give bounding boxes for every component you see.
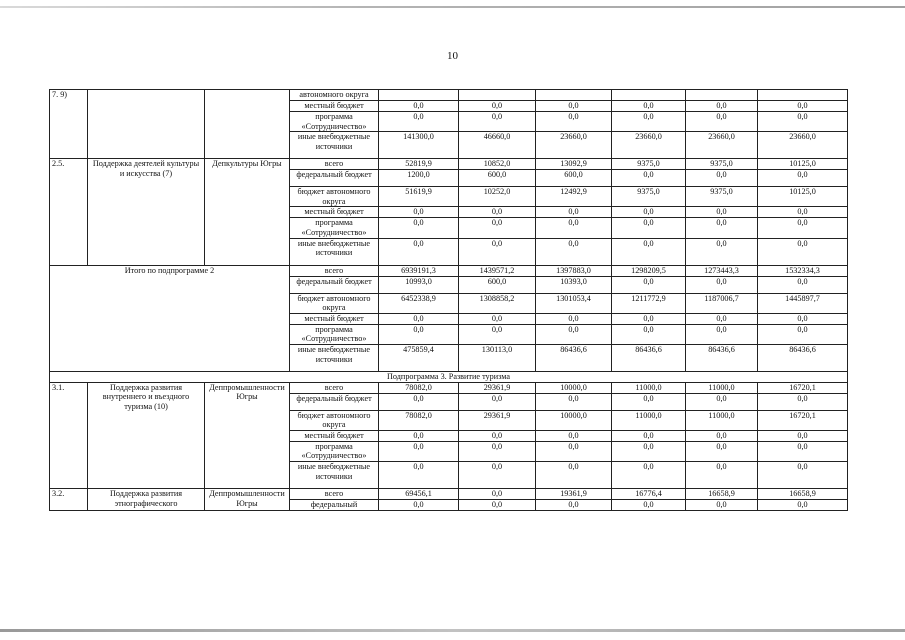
- value-cell: 69456,1: [379, 488, 459, 499]
- value-cell: 16720,1: [758, 382, 848, 393]
- value-cell: 475859,4: [379, 344, 459, 371]
- budget-table: [49, 89, 848, 511]
- value-cell: 600,0: [536, 170, 612, 187]
- value-cell: 0,0: [459, 324, 536, 344]
- value-cell: [459, 90, 536, 101]
- value-cell: 9375,0: [612, 159, 686, 170]
- subprogram-title: Подпрограмма 3. Развитие туризма: [50, 371, 848, 382]
- value-cell: 0,0: [686, 324, 758, 344]
- value-cell: 0,0: [379, 441, 459, 461]
- value-cell: 0,0: [536, 393, 612, 410]
- item-responsible: Депкультуры Югры: [205, 159, 290, 265]
- value-cell: 1397883,0: [536, 265, 612, 276]
- value-cell: 0,0: [758, 441, 848, 461]
- value-cell: 0,0: [758, 101, 848, 112]
- funding-source: программа «Сотрудничество»: [290, 112, 379, 132]
- value-cell: 130113,0: [459, 344, 536, 371]
- value-cell: 6939191,3: [379, 265, 459, 276]
- value-cell: 16720,1: [758, 410, 848, 430]
- funding-source: бюджет автономного округа: [290, 187, 379, 207]
- value-cell: 0,0: [758, 112, 848, 132]
- value-cell: 141300,0: [379, 132, 459, 159]
- value-cell: 0,0: [459, 207, 536, 218]
- value-cell: 10393,0: [536, 276, 612, 293]
- value-cell: 0,0: [379, 218, 459, 238]
- value-cell: 0,0: [459, 313, 536, 324]
- value-cell: 10125,0: [758, 187, 848, 207]
- value-cell: 10125,0: [758, 159, 848, 170]
- value-cell: 0,0: [536, 430, 612, 441]
- table-row: [50, 90, 848, 101]
- funding-source: всего: [290, 488, 379, 499]
- funding-source: федеральный: [290, 499, 379, 510]
- value-cell: 0,0: [686, 101, 758, 112]
- value-cell: 0,0: [459, 112, 536, 132]
- value-cell: 11000,0: [686, 382, 758, 393]
- value-cell: 19361,9: [536, 488, 612, 499]
- scan-edge-bottom: [0, 629, 905, 632]
- value-cell: 0,0: [686, 461, 758, 488]
- value-cell: 13092,9: [536, 159, 612, 170]
- value-cell: 6452338,9: [379, 293, 459, 313]
- value-cell: 0,0: [612, 112, 686, 132]
- value-cell: 0,0: [612, 170, 686, 187]
- value-cell: 0,0: [612, 207, 686, 218]
- funding-source: местный бюджет: [290, 313, 379, 324]
- value-cell: 0,0: [686, 170, 758, 187]
- value-cell: 0,0: [536, 238, 612, 265]
- value-cell: 1187006,7: [686, 293, 758, 313]
- value-cell: [612, 90, 686, 101]
- funding-source: федеральный бюджет: [290, 276, 379, 293]
- value-cell: 1200,0: [379, 170, 459, 187]
- value-cell: 86436,6: [758, 344, 848, 371]
- value-cell: 0,0: [536, 313, 612, 324]
- value-cell: 0,0: [459, 393, 536, 410]
- value-cell: 0,0: [758, 313, 848, 324]
- value-cell: 16776,4: [612, 488, 686, 499]
- value-cell: 0,0: [686, 238, 758, 265]
- item-name: Поддержка развития внутреннего и въездного туризма (10): [88, 382, 205, 488]
- funding-source: иные внебюджетные источники: [290, 132, 379, 159]
- value-cell: 0,0: [758, 218, 848, 238]
- value-cell: 0,0: [536, 441, 612, 461]
- value-cell: 1273443,3: [686, 265, 758, 276]
- value-cell: 0,0: [758, 207, 848, 218]
- value-cell: 1532334,3: [758, 265, 848, 276]
- funding-source: федеральный бюджет: [290, 393, 379, 410]
- funding-source: программа «Сотрудничество»: [290, 324, 379, 344]
- funding-source: всего: [290, 159, 379, 170]
- value-cell: 29361,9: [459, 382, 536, 393]
- value-cell: 0,0: [758, 324, 848, 344]
- value-cell: 0,0: [686, 441, 758, 461]
- value-cell: 0,0: [459, 461, 536, 488]
- value-cell: 0,0: [612, 313, 686, 324]
- value-cell: 46660,0: [459, 132, 536, 159]
- value-cell: 9375,0: [612, 187, 686, 207]
- value-cell: 0,0: [612, 430, 686, 441]
- value-cell: 0,0: [379, 101, 459, 112]
- value-cell: 0,0: [459, 488, 536, 499]
- value-cell: 16658,9: [758, 488, 848, 499]
- value-cell: [536, 90, 612, 101]
- value-cell: 0,0: [612, 461, 686, 488]
- item-number: 3.1.: [50, 382, 88, 488]
- item-responsible: Деппромышленности Югры: [205, 382, 290, 488]
- value-cell: 0,0: [686, 207, 758, 218]
- value-cell: 0,0: [612, 276, 686, 293]
- table-row: [50, 382, 848, 393]
- funding-source: программа «Сотрудничество»: [290, 218, 379, 238]
- value-cell: 0,0: [612, 324, 686, 344]
- value-cell: 23660,0: [612, 132, 686, 159]
- funding-source: автономного округа: [290, 90, 379, 101]
- funding-source: иные внебюджетные источники: [290, 238, 379, 265]
- value-cell: 600,0: [459, 170, 536, 187]
- value-cell: 10000,0: [536, 410, 612, 430]
- value-cell: 0,0: [758, 276, 848, 293]
- page-number: 10: [447, 50, 458, 62]
- table-row: [50, 265, 848, 276]
- value-cell: 11000,0: [612, 410, 686, 430]
- value-cell: 0,0: [379, 207, 459, 218]
- value-cell: 0,0: [686, 499, 758, 510]
- item-number: 3.2.: [50, 488, 88, 510]
- table-row: [50, 371, 848, 382]
- value-cell: 0,0: [758, 238, 848, 265]
- value-cell: 0,0: [686, 313, 758, 324]
- funding-source: всего: [290, 265, 379, 276]
- value-cell: 0,0: [536, 324, 612, 344]
- value-cell: 10993,0: [379, 276, 459, 293]
- value-cell: 86436,6: [536, 344, 612, 371]
- item-name: Поддержка развития этнографического: [88, 488, 205, 510]
- value-cell: 0,0: [612, 441, 686, 461]
- value-cell: [379, 90, 459, 101]
- value-cell: 0,0: [379, 313, 459, 324]
- value-cell: 0,0: [379, 499, 459, 510]
- value-cell: 0,0: [536, 461, 612, 488]
- value-cell: 0,0: [459, 218, 536, 238]
- value-cell: 0,0: [459, 441, 536, 461]
- value-cell: 52819,9: [379, 159, 459, 170]
- value-cell: 0,0: [686, 276, 758, 293]
- funding-source: местный бюджет: [290, 207, 379, 218]
- funding-source: бюджет автономного округа: [290, 410, 379, 430]
- value-cell: 0,0: [379, 430, 459, 441]
- value-cell: 0,0: [758, 170, 848, 187]
- value-cell: 9375,0: [686, 159, 758, 170]
- value-cell: 10000,0: [536, 382, 612, 393]
- value-cell: 12492,9: [536, 187, 612, 207]
- value-cell: 11000,0: [686, 410, 758, 430]
- value-cell: 0,0: [612, 218, 686, 238]
- value-cell: 0,0: [459, 101, 536, 112]
- funding-source: программа «Сотрудничество»: [290, 441, 379, 461]
- value-cell: [758, 90, 848, 101]
- value-cell: 78082,0: [379, 382, 459, 393]
- value-cell: 0,0: [379, 393, 459, 410]
- value-cell: 0,0: [379, 461, 459, 488]
- value-cell: 0,0: [758, 499, 848, 510]
- value-cell: 0,0: [536, 218, 612, 238]
- value-cell: 11000,0: [612, 382, 686, 393]
- value-cell: 10852,0: [459, 159, 536, 170]
- value-cell: 0,0: [686, 112, 758, 132]
- value-cell: 1439571,2: [459, 265, 536, 276]
- value-cell: 51619,9: [379, 187, 459, 207]
- value-cell: 0,0: [379, 112, 459, 132]
- item-responsible: [205, 90, 290, 159]
- funding-source: всего: [290, 382, 379, 393]
- value-cell: 1308858,2: [459, 293, 536, 313]
- value-cell: 0,0: [686, 218, 758, 238]
- table-row: [50, 159, 848, 170]
- value-cell: 0,0: [536, 101, 612, 112]
- value-cell: 0,0: [758, 393, 848, 410]
- table-body: [50, 90, 848, 511]
- value-cell: 0,0: [379, 324, 459, 344]
- value-cell: 9375,0: [686, 187, 758, 207]
- item-name: [88, 90, 205, 159]
- item-responsible: Деппромышленности Югры: [205, 488, 290, 510]
- total-label: Итого по подпрограмме 2: [50, 265, 290, 371]
- value-cell: 1298209,5: [612, 265, 686, 276]
- item-number: 7. 9): [50, 90, 88, 159]
- value-cell: 0,0: [612, 238, 686, 265]
- value-cell: 0,0: [612, 393, 686, 410]
- value-cell: 23660,0: [758, 132, 848, 159]
- value-cell: 0,0: [686, 393, 758, 410]
- value-cell: 0,0: [536, 499, 612, 510]
- value-cell: 0,0: [612, 101, 686, 112]
- table-row: [50, 488, 848, 499]
- value-cell: 1445897,7: [758, 293, 848, 313]
- value-cell: 0,0: [459, 238, 536, 265]
- value-cell: 0,0: [686, 430, 758, 441]
- value-cell: 86436,6: [612, 344, 686, 371]
- value-cell: 29361,9: [459, 410, 536, 430]
- value-cell: 1211772,9: [612, 293, 686, 313]
- value-cell: 16658,9: [686, 488, 758, 499]
- value-cell: [686, 90, 758, 101]
- value-cell: 23660,0: [686, 132, 758, 159]
- value-cell: 78082,0: [379, 410, 459, 430]
- value-cell: 10252,0: [459, 187, 536, 207]
- value-cell: 1301053,4: [536, 293, 612, 313]
- item-number: 2.5.: [50, 159, 88, 265]
- value-cell: 0,0: [536, 112, 612, 132]
- funding-source: бюджет автономного округа: [290, 293, 379, 313]
- funding-source: иные внебюджетные источники: [290, 461, 379, 488]
- funding-source: местный бюджет: [290, 101, 379, 112]
- value-cell: 0,0: [459, 430, 536, 441]
- funding-source: иные внебюджетные источники: [290, 344, 379, 371]
- value-cell: 0,0: [536, 207, 612, 218]
- scan-edge-top: [0, 6, 905, 8]
- value-cell: 86436,6: [686, 344, 758, 371]
- value-cell: 23660,0: [536, 132, 612, 159]
- item-name: Поддержка деятелей культуры и искусства (7): [88, 159, 205, 265]
- value-cell: 0,0: [758, 430, 848, 441]
- value-cell: 600,0: [459, 276, 536, 293]
- value-cell: 0,0: [459, 499, 536, 510]
- value-cell: 0,0: [612, 499, 686, 510]
- value-cell: 0,0: [379, 238, 459, 265]
- funding-source: федеральный бюджет: [290, 170, 379, 187]
- funding-source: местный бюджет: [290, 430, 379, 441]
- value-cell: 0,0: [758, 461, 848, 488]
